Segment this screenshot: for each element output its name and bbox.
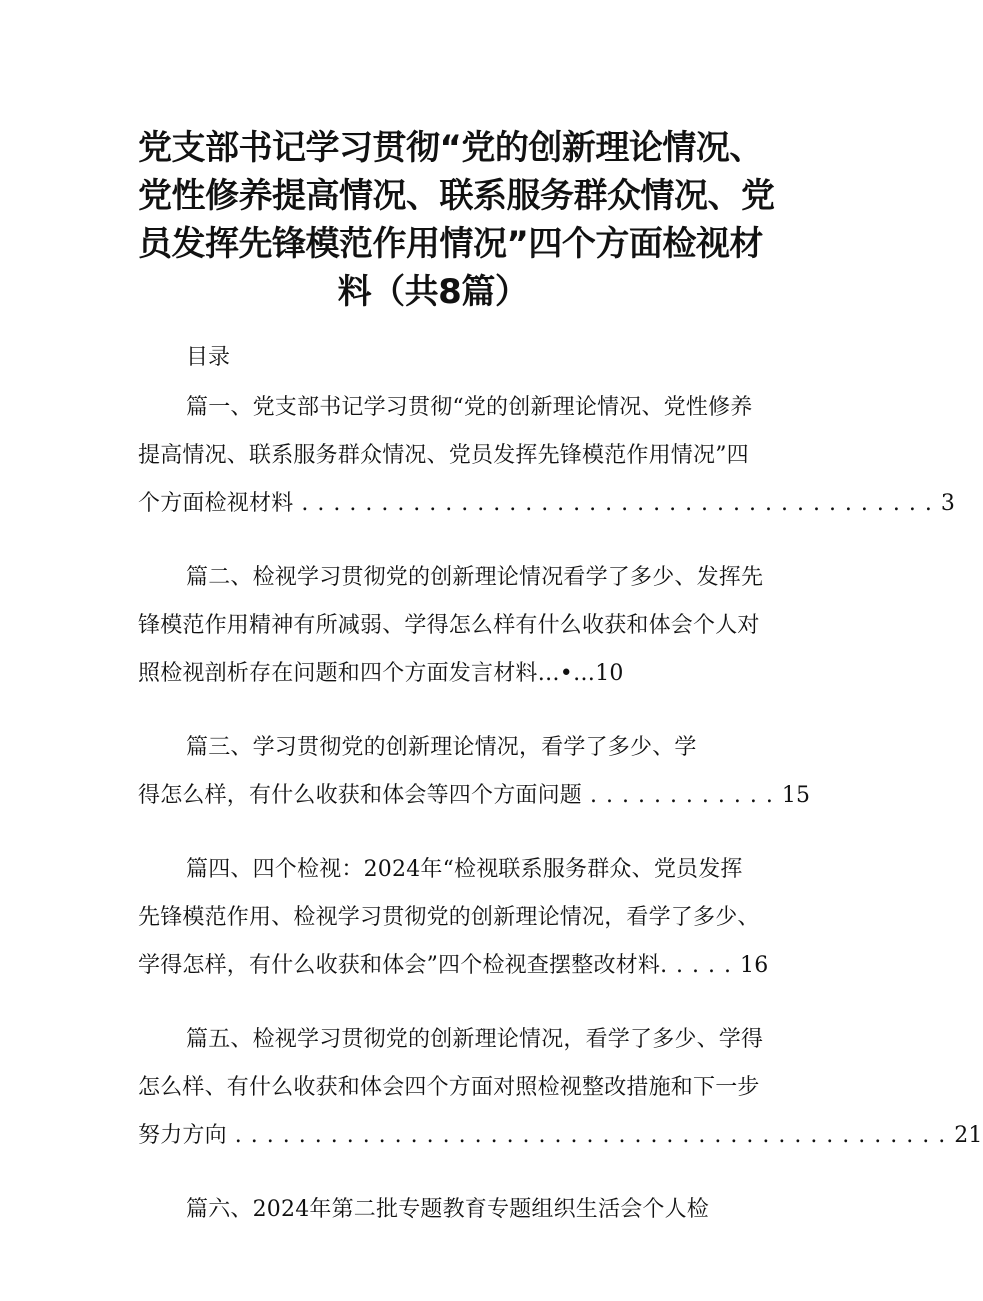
toc-entry-last-line: [138, 480, 956, 528]
dot-leader: . . . . . . . . . . . . . . . . . . . . . . . . . . . . . . . . . . . . . . . . . . . . .: [226, 1123, 955, 1148]
toc-entry-text: 篇三、学习贯彻党的创新理论情况，看学了多少、学: [186, 735, 697, 760]
dot-leader: . . . . .: [660, 953, 740, 978]
toc-entry-last-line: [138, 1112, 983, 1160]
dot-leader: …•…: [537, 661, 596, 686]
toc-entry-last-line: [138, 650, 793, 698]
title-line: 料（共8篇）: [337, 272, 529, 312]
dot-leader: . . . . . . . . . . . . . . . . . . . . . . . . . . . . . . . . . . . . . . . .: [293, 491, 941, 516]
page-number: 21: [954, 1123, 983, 1148]
toc-entry-text: 篇二、检视学习贯彻党的创新理论情况看学了多少、发挥先: [186, 565, 764, 590]
toc-entry-text: 个方面检视材料: [138, 491, 294, 516]
toc-entry-text: 学得怎样，有什么收获和体会”四个检视查摆整改材料: [138, 953, 661, 978]
page-number: 16: [740, 953, 769, 978]
page-number: 10: [595, 661, 624, 686]
dot-leader: . . . . . . . . . . . .: [582, 783, 782, 808]
toc-heading: 目录: [186, 345, 231, 370]
toc-entry-text: 努力方向: [138, 1123, 227, 1148]
toc-entry-6[interactable]: [138, 1186, 793, 1234]
toc-entry-text: 锋模范作用精神有所减弱、学得怎么样有什么收获和体会个人对: [138, 613, 760, 638]
toc-entry-text: 篇一、党支部书记学习贯彻“党的创新理论情况、党性修养: [186, 395, 753, 420]
toc-entry-last-line: [138, 942, 793, 990]
title-line: 员发挥先锋模范作用情况”四个方面检视材: [138, 224, 763, 264]
toc-entry-3[interactable]: [138, 724, 811, 820]
toc-entry-text: 得怎么样，有什么收获和体会等四个方面问题: [138, 783, 583, 808]
page-number: 3: [940, 491, 956, 516]
toc-entry-text: 提高情况、联系服务群众情况、党员发挥先锋模范作用情况”四: [138, 443, 749, 468]
toc-entry-last-line: [138, 772, 811, 820]
toc-entry-text: 篇四、四个检视：2024年“检视联系服务群众、党员发挥: [186, 857, 743, 882]
toc-entry-text: 篇五、检视学习贯彻党的创新理论情况，看学了多少、学得: [186, 1027, 764, 1052]
page-number: 15: [781, 783, 811, 808]
toc-entry-1[interactable]: [138, 384, 956, 528]
table-of-contents: [138, 384, 983, 1260]
toc-entry-text: 先锋模范作用、检视学习贯彻党的创新理论情况，看学了多少、: [138, 905, 760, 930]
toc-entry-5[interactable]: [138, 1016, 983, 1160]
toc-entry-text: 照检视剖析存在问题和四个方面发言材料: [138, 661, 538, 686]
toc-entry-text: 怎么样、有什么收获和体会四个方面对照检视整改措施和下一步: [138, 1075, 760, 1100]
toc-entry-4[interactable]: [138, 846, 793, 990]
title-line: 党支部书记学习贯彻“党的创新理论情况、: [138, 128, 763, 168]
title-line: 党性修养提高情况、联系服务群众情况、党: [138, 176, 775, 216]
toc-entry-text: 篇六、2024年第二批专题教育专题组织生活会个人检: [186, 1197, 709, 1222]
document-title: [138, 124, 798, 316]
toc-entry-2[interactable]: [138, 554, 793, 698]
